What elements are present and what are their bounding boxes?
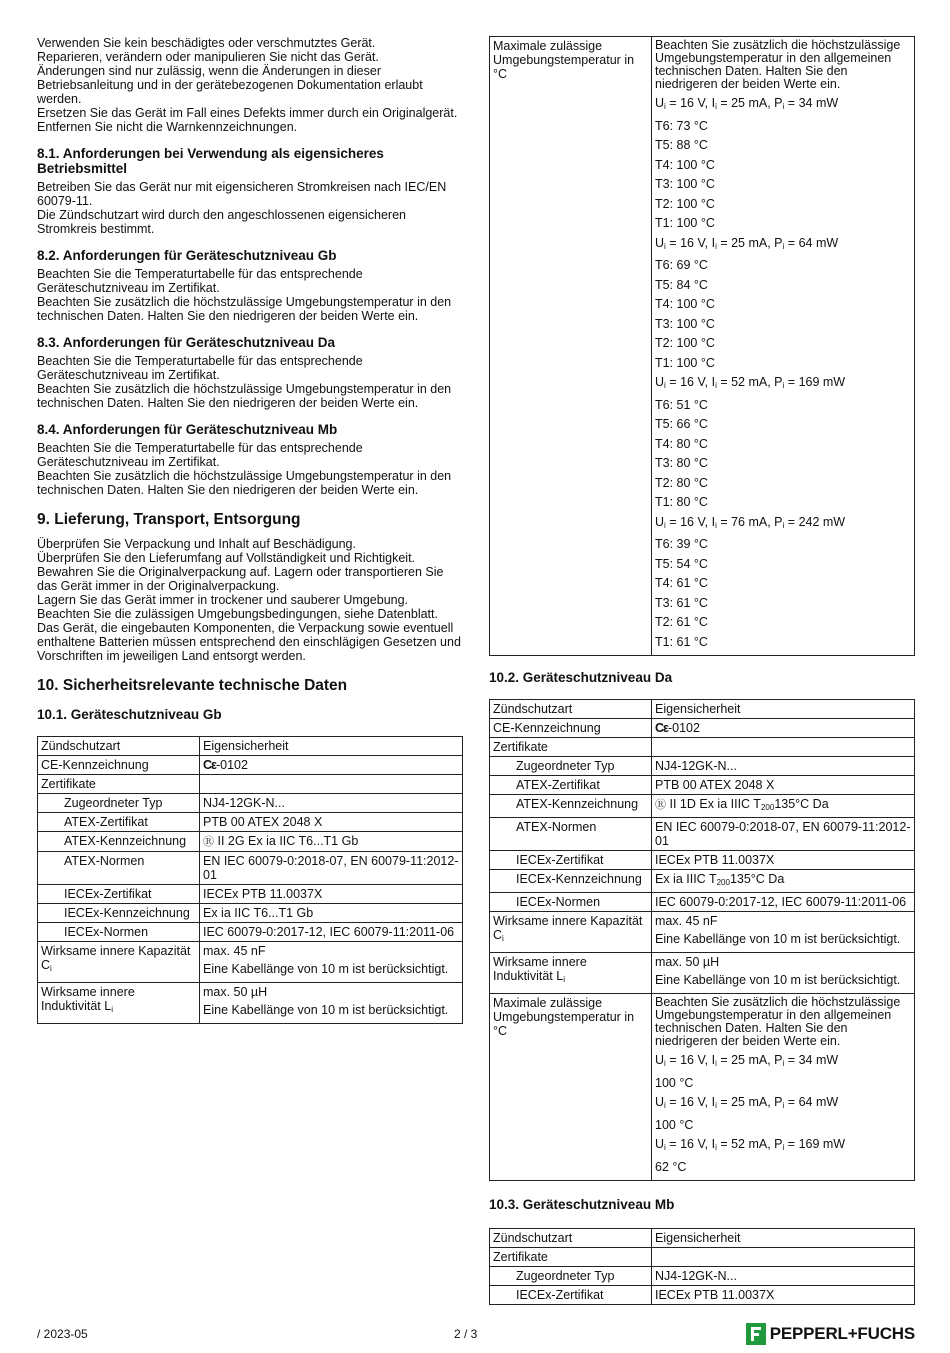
paragraph: Beachten Sie die Temperaturtabelle für das entsprechende Geräteschutzniveau im Zertifikat. [37,441,363,469]
value-cell: Cε-0102 [200,756,463,775]
temp-class-value: T5: 88 °C [655,138,708,152]
key-cell: Wirksame innere Kapazität $C_i$ [38,942,200,983]
temp-class-value: T6: 51 °C [655,397,708,412]
value-cell: Eigensicherheit [652,1229,915,1248]
paragraph: Das Gerät, die eingebauten Komponenten, die Verpackung sowie eventuell enthaltene Batterien müssen entsprechend den einschlägigen Gesetzen und Vorschriften im jeweiligen Land entsorgt werden. [37,621,461,663]
temp-class-value: T3: 80 °C [655,456,708,470]
temp-class-value: T5: 54 °C [655,556,708,571]
key-cell: IECEx-Kennzeichnung [38,904,200,923]
paragraph: Die Zündschutzart wird durch den angeschlossenen eigensicheren Stromkreis bestimmt. [37,208,406,236]
gb-temperature-table [489,36,915,656]
table-row [38,852,463,885]
table-row [490,1248,915,1267]
key-cell: ATEX-Zertifikat [490,776,652,795]
value-cell: IEC 60079-0:2017-12, IEC 60079-11:2011-06 [200,923,463,942]
key-cell: Zugeordneter Typ [38,794,200,813]
temp-class-value: T2: 61 °C [655,615,708,629]
temp-value: 100 °C [655,1075,694,1090]
temp-class-value: T4: 100 °C [655,157,715,172]
key-cell: Zugeordneter Typ [490,757,652,776]
heading-9: 9. Lieferung, Transport, Entsorgung [37,511,301,528]
table-row [38,775,463,794]
key-cell: Wirksame innere Kapazität $C_i$ [490,912,652,953]
temp-condition: $U_i = 16$ V, $I_i = 25$ mA, $P_i = 64$ mW [655,1095,839,1110]
value-cell: NJ4-12GK-N... [200,794,463,813]
table-row [490,738,915,757]
key-cell: IECEx-Kennzeichnung [490,870,652,893]
right-column [489,36,915,1305]
value-cell: NJ4-12GK-N... [652,1267,915,1286]
table-row [490,37,915,656]
temp-class-value: T1: 100 °C [655,216,715,230]
temp-condition: $U_i = 16$ V, $I_i = 76$ mA, $P_i = 242$ mW [655,514,846,530]
value-cell: NJ4-12GK-N... [652,757,915,776]
key-cell: Wirksame innere Induktivität $L_i$ [490,953,652,994]
temp-class-value: T1: 80 °C [655,495,708,509]
temp-value: 100 °C [655,1117,694,1132]
value-cell: EN IEC 60079-0:2018-07, EN 60079-11:2012-01 [652,818,915,851]
value-cell: Beachten Sie zusätzlich die höchstzulässige Umgebungstemperatur in den allgemeinen technischen Daten. Halten Sie den niedrigeren der beiden Werte ein. $U_i = 16$ V, $I_i = 25$ mA, $P_i = 34$ mW 100 °C $U_i = 16$ V, $I_i = 25$ mA, $P_i = 64$ mW 100 °C $U_i = 16$ V, $I_i = 52$ mA, $P_i = 169$ mW 62 °C [652,994,915,1181]
table-row [490,757,915,776]
key-cell: Zündschutzart [490,1229,652,1248]
key-cell: Zertifikate [490,1248,652,1267]
table-row [490,870,915,893]
paragraph: Betreiben Sie das Gerät nur mit eigensicheren Stromkreisen nach IEC/EN 60079-11. [37,180,447,208]
temp-class-value: T3: 100 °C [655,316,715,331]
intro-line: Reparieren, verändern oder manipulieren Sie nicht das Gerät. [37,50,379,64]
table-row [490,1286,915,1305]
table-row [38,885,463,904]
key-cell: Zertifikate [490,738,652,757]
footer-date: / 2023-05 [37,1327,88,1341]
heading-8-1: 8.1. Anforderungen bei Verwendung als eigensicheres Betriebsmittel [37,146,384,176]
temp-condition: $U_i = 16$ V, $I_i = 52$ mA, $P_i = 169$ mW [655,1137,846,1152]
paragraph: Beachten Sie die Temperaturtabelle für das entsprechende Geräteschutzniveau im Zertifikat. [37,354,363,382]
gb-table [37,736,463,1024]
intro-line: Änderungen sind nur zulässig, wenn die Änderungen in dieser Betriebsanleitung und in der gerätebezogenen Dokumentation erlaubt werden. [37,64,423,106]
key-cell: IECEx-Normen [38,923,200,942]
temp-condition: $U_i = 16$ V, $I_i = 52$ mA, $P_i = 169$ mW [655,375,846,390]
table-row [490,893,915,912]
table-row [38,942,463,983]
key-cell: Wirksame innere Induktivität $L_i$ [38,983,200,1024]
value-cell: PTB 00 ATEX 2048 X [652,776,915,795]
logo-mark-icon [746,1323,766,1345]
temp-class-value: T1: 61 °C [655,634,708,649]
value-cell: max. 45 nF Eine Kabellänge von 10 m ist berücksichtigt. [652,912,915,953]
key-cell: Maximale zulässige Umgebungstemperatur in °C [490,994,652,1181]
value-cell: max. 50 µH Eine Kabellänge von 10 m ist berücksichtigt. [652,953,915,994]
key-cell: ATEX-Normen [38,852,200,885]
value-cell [200,775,463,794]
temp-class-value: T3: 100 °C [655,177,715,191]
table-row [490,851,915,870]
table-row [490,1229,915,1248]
paragraph: Beachten Sie zusätzlich die höchstzulässige Umgebungstemperatur in den technischen Daten. Halten Sie den niedrigeren der beiden Werte ein. [37,469,452,497]
key-cell: CE-Kennzeichnung [490,719,652,738]
da-table [489,699,915,1181]
key-cell: IECEx-Zertifikat [490,851,652,870]
page-number: 2 / 3 [454,1327,478,1341]
temp-class-value: T4: 61 °C [655,576,708,590]
table-row [490,953,915,994]
table-row [38,832,463,852]
paragraph: Überprüfen Sie Verpackung und Inhalt auf Beschädigung. [37,537,356,551]
table-row [490,719,915,738]
table-row [490,994,915,1181]
ex-hexagon-icon: Ⓡ [203,836,214,848]
ce-mark-icon: Cε [655,721,668,735]
table-row [38,756,463,775]
brand-logo [746,1323,915,1345]
paragraph: Beachten Sie zusätzlich die höchstzulässige Umgebungstemperatur in den technischen Daten. Halten Sie den niedrigeren der beiden Werte ein. [37,382,452,410]
intro-line: Entfernen Sie nicht die Warnkennzeichnungen. [37,120,298,134]
logo-text: PEPPERL+FUCHS [769,1324,915,1343]
key-cell: ATEX-Normen [490,818,652,851]
heading-10-2: 10.2. Geräteschutzniveau Da [489,670,673,685]
value-cell: Eigensicherheit [200,737,463,756]
temp-class-value: T4: 100 °C [655,297,715,311]
temp-class-value: T5: 84 °C [655,277,708,292]
value-cell: PTB 00 ATEX 2048 X [200,813,463,832]
heading-10-1: 10.1. Geräteschutzniveau Gb [37,707,222,722]
key-cell: Zündschutzart [490,700,652,719]
left-column [37,36,463,1024]
temp-class-value: T4: 80 °C [655,436,708,451]
temp-value: 62 °C [655,1159,687,1174]
table-row [38,813,463,832]
heading-8-3: 8.3. Anforderungen für Geräteschutzniveau Da [37,335,336,350]
value-cell: max. 45 nF Eine Kabellänge von 10 m ist berücksichtigt. [200,942,463,983]
paragraph: Beachten Sie zusätzlich die höchstzulässige Umgebungstemperatur in den technischen Daten. Halten Sie den niedrigeren der beiden Werte ein. [37,295,452,323]
key-cell: Zündschutzart [38,737,200,756]
temp-class-value: T6: 39 °C [655,537,708,551]
value-cell: EN IEC 60079-0:2018-07, EN 60079-11:2012-01 [200,852,463,885]
table-row [38,794,463,813]
value-cell: Ⓡ II 1D Ex ia IIIC $T_{200}135^\circ C$ Da [652,795,915,818]
temp-class-value: T6: 73 °C [655,118,708,133]
heading-8-4: 8.4. Anforderungen für Geräteschutzniveau Mb [37,422,338,437]
value-cell: IECEx PTB 11.0037X [652,1286,915,1305]
temp-class-value: T6: 69 °C [655,258,708,272]
value-cell: Ex ia IIIC $T_{200}135^\circ C$ Da [652,870,915,893]
temp-class-value: T3: 61 °C [655,595,708,610]
key-cell: CE-Kennzeichnung [38,756,200,775]
value-cell [652,1248,915,1267]
key-cell: Zugeordneter Typ [490,1267,652,1286]
heading-8-2: 8.2. Anforderungen für Geräteschutzniveau Gb [37,248,337,263]
table-row [490,818,915,851]
table-row [490,912,915,953]
temp-condition: $U_i = 16$ V, $I_i = 25$ mA, $P_i = 64$ mW [655,235,839,251]
temp-condition: $U_i = 16$ V, $I_i = 25$ mA, $P_i = 34$ mW [655,96,839,111]
value-cell: Ex ia IIC T6...T1 Gb [200,904,463,923]
mb-table [489,1228,915,1305]
value-cell: Eigensicherheit [652,700,915,719]
ex-hexagon-icon: Ⓡ [655,799,666,811]
table-row [38,923,463,942]
value-cell: max. 50 µH Eine Kabellänge von 10 m ist berücksichtigt. [200,983,463,1024]
key-cell: Zertifikate [38,775,200,794]
table-row [490,700,915,719]
key-cell: ATEX-Zertifikat [38,813,200,832]
table-row [38,904,463,923]
key-cell: ATEX-Kennzeichnung [38,832,200,852]
intro-line: Ersetzen Sie das Gerät im Fall eines Defekts immer durch ein Originalgerät. [37,106,458,120]
temp-condition: $U_i = 16$ V, $I_i = 25$ mA, $P_i = 34$ mW [655,1053,839,1068]
temp-class-value: T2: 100 °C [655,196,715,211]
page-footer [37,1323,915,1347]
temp-class-value: T2: 100 °C [655,336,715,350]
temp-class-value: T5: 66 °C [655,417,708,431]
heading-10-3: 10.3. Geräteschutzniveau Mb [489,1197,675,1212]
key-cell: IECEx-Zertifikat [490,1286,652,1305]
value-cell: IEC 60079-0:2017-12, IEC 60079-11:2011-06 [652,893,915,912]
value-cell: IECEx PTB 11.0037X [652,851,915,870]
value-cell: Ⓡ II 2G Ex ia IIC T6...T1 Gb [200,832,463,852]
table-row [38,737,463,756]
temp-class-value: T1: 100 °C [655,355,715,370]
table-row [38,983,463,1024]
value-cell: IECEx PTB 11.0037X [200,885,463,904]
temp-class-value: T2: 80 °C [655,475,708,490]
value-cell: Beachten Sie zusätzlich die höchstzulässige Umgebungstemperatur in den allgemeinen technischen Daten. Halten Sie den niedrigeren der beiden Werte ein. $U_i = 16$ V, $I_i = 25$ mA, $P_i = 34$ mW T6: 73 °C T5: 88 °C T4: 100 °C T3: 100 °C T2: 100 °C T1: 100 °C $U_i = 16$ V, $I_i = 25$ mA, $P_i = 64$ mW T6: 69 °C T5: 84 °C T4: 100 °C T3: 100 °C T2: 100 °C T1: 100 °C $U_i = 16$ V, $I_i = 52$ mA, $P_i = 169$ mW T6: 51 °C T5: 66 °C T4: 80 °C T3: 80 °C T2: 80 °C T1: 80 °C $U_i = 16$ V, $I_i = 76$ mA, $P_i = 242$ mW T6: 39 °C T5: 54 °C T4: 61 °C T3: 61 °C T2: 61 °C T1: 61 °C [652,37,915,656]
intro-line: Verwenden Sie kein beschädigtes oder verschmutztes Gerät. [37,36,376,50]
ce-mark-icon: Cε [203,758,216,772]
paragraph: Lagern Sie das Gerät immer in trockener und sauberer Umgebung. Beachten Sie die zulässigen Umgebungsbedingungen, siehe Datenblatt. [37,593,438,621]
table-row [490,776,915,795]
value-cell: Cε-0102 [652,719,915,738]
key-cell: Maximale zulässige Umgebungstemperatur in °C [490,37,652,656]
paragraph: Überprüfen Sie den Lieferumfang auf Vollständigkeit und Richtigkeit. [37,551,416,565]
key-cell: IECEx-Zertifikat [38,885,200,904]
key-cell: ATEX-Kennzeichnung [490,795,652,818]
table-row [490,795,915,818]
value-cell [652,738,915,757]
key-cell: IECEx-Normen [490,893,652,912]
paragraph: Beachten Sie die Temperaturtabelle für das entsprechende Geräteschutzniveau im Zertifikat. [37,267,363,295]
heading-10: 10. Sicherheitsrelevante technische Daten [37,677,348,694]
paragraph: Bewahren Sie die Originalverpackung auf. Lagern oder transportieren Sie das Gerät immer in der Originalverpackung. [37,565,444,593]
table-row [490,1267,915,1286]
